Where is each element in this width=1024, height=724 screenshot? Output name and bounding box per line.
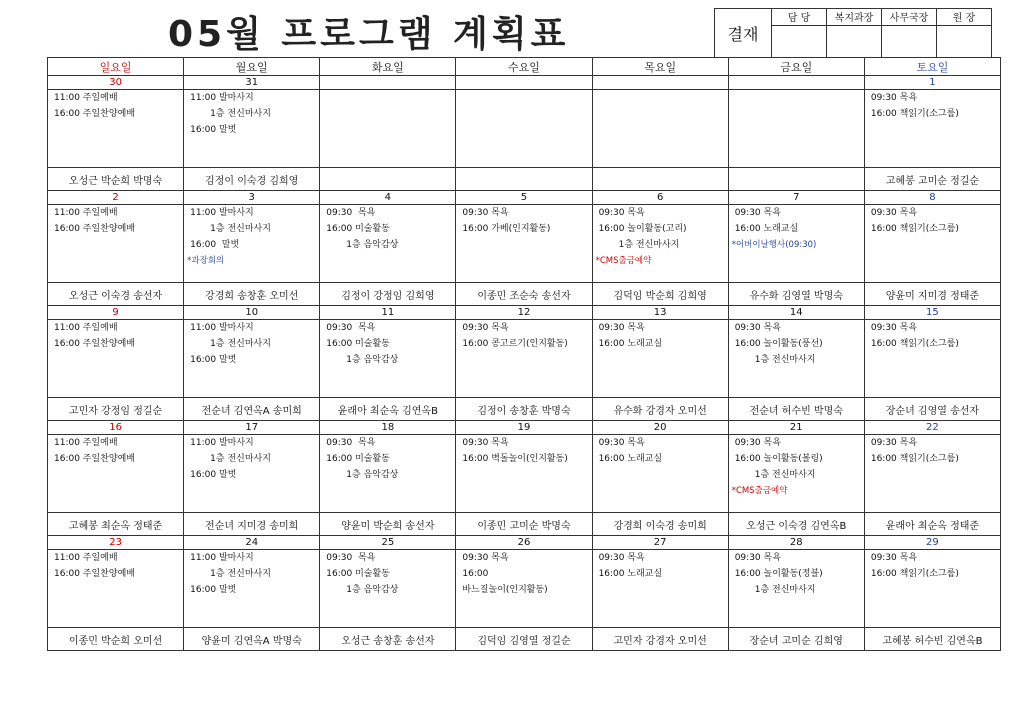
activity-line: 09:30 목욕 (462, 438, 509, 448)
staff-cell: 윤래아 최순옥 정태준 (864, 513, 1000, 536)
staff-cell: 양윤미 지미경 정태준 (864, 283, 1000, 306)
activity-line: 09:30 목욕 (598, 208, 645, 218)
activity-line: 16:00 미술활동 (326, 224, 390, 234)
activity-cell[interactable] (184, 205, 320, 283)
activity-line: 16:00 미술활동 (326, 569, 390, 579)
staff-cell: 전순녀 지미경 송미희 (184, 513, 320, 536)
program-calendar (47, 57, 1001, 651)
activity-line: 16:00 노래교실 (598, 569, 663, 579)
approval-label: 결재 (715, 9, 772, 58)
activity-line: 11:00 발마사지 (190, 438, 254, 448)
date-cell: 30 (48, 76, 184, 90)
activity-cell[interactable] (184, 90, 320, 168)
date-cell: 29 (864, 536, 1000, 550)
date-cell (320, 76, 456, 90)
activity-line: 11:00 주일예배 (54, 323, 118, 333)
date-cell: 8 (864, 191, 1000, 205)
activity-line: 16:00 콩고르기(인지활동) (462, 339, 568, 349)
date-cell: 28 (728, 536, 864, 550)
activity-line: 16:00 주일찬양예배 (54, 339, 135, 349)
date-cell: 18 (320, 421, 456, 435)
date-cell: 26 (456, 536, 592, 550)
date-cell: 21 (728, 421, 864, 435)
activity-cell[interactable] (864, 90, 1000, 168)
approval-header: 담 당 (772, 9, 827, 26)
activity-line: 16:00 책읽기(소그룹) (870, 224, 959, 234)
activity-line: 11:00 발마사지 (190, 323, 254, 333)
activity-line: 16:00 말벗 (190, 470, 237, 480)
approval-box (714, 8, 992, 58)
activity-cell[interactable] (48, 435, 184, 513)
staff-cell: 양윤미 김연옥A 박명숙 (184, 628, 320, 651)
activity-line: 1층 전신마사지 (734, 585, 816, 595)
staff-cell: 윤래아 최순옥 김연옥B (320, 398, 456, 421)
activity-line: 1층 전신마사지 (598, 240, 680, 250)
date-cell: 27 (592, 536, 728, 550)
activity-cell[interactable] (320, 550, 456, 628)
activity-row (48, 205, 1001, 283)
date-cell: 11 (320, 306, 456, 320)
activity-line: 16:00 주일찬양예배 (54, 454, 135, 464)
date-cell: 16 (48, 421, 184, 435)
date-cell: 3 (184, 191, 320, 205)
staff-cell: 김덕임 박순희 김희영 (592, 283, 728, 306)
activity-cell[interactable] (728, 320, 864, 398)
date-cell: 31 (184, 76, 320, 90)
activity-cell[interactable] (320, 435, 456, 513)
weekday-header: 토요일 (864, 58, 1000, 76)
date-cell: 9 (48, 306, 184, 320)
activity-cell[interactable] (184, 320, 320, 398)
activity-line: 16:00 노래교실 (734, 224, 799, 234)
approval-sign-slot[interactable] (937, 25, 992, 57)
activity-line: 16:00 말벗 (190, 585, 237, 595)
activity-cell[interactable] (48, 550, 184, 628)
activity-line: 1층 전신마사지 (734, 470, 816, 480)
activity-cell[interactable] (320, 205, 456, 283)
activity-cell[interactable] (728, 90, 864, 168)
approval-header: 사무국장 (882, 9, 937, 26)
activity-line: 16:00 가베(인지활동) (462, 224, 551, 234)
staff-cell: 이종민 박순희 오미선 (48, 628, 184, 651)
activity-cell[interactable] (864, 550, 1000, 628)
activity-line: 09:30 목욕 (598, 323, 645, 333)
activity-line: 09:30 목욕 (734, 208, 781, 218)
activity-line: 1층 전신마사지 (190, 454, 271, 464)
activity-line: 09:30 목욕 (326, 438, 376, 448)
staff-cell: 오성근 이숙경 김연옥B (728, 513, 864, 536)
weekday-header: 목요일 (592, 58, 728, 76)
activity-cell[interactable] (456, 90, 592, 168)
activity-line: 16:00 미술활동 (326, 339, 390, 349)
date-cell: 20 (592, 421, 728, 435)
activity-cell[interactable] (456, 205, 592, 283)
date-cell (592, 76, 728, 90)
activity-line: 16:00 주일찬양예배 (54, 569, 135, 579)
activity-line: 1층 전신마사지 (734, 355, 816, 365)
weekday-header: 화요일 (320, 58, 456, 76)
activity-cell[interactable] (728, 435, 864, 513)
date-cell (456, 76, 592, 90)
schedule-note: *CMS출금예약 (731, 486, 788, 496)
activity-line: 09:30 목욕 (870, 553, 918, 563)
staff-cell: 유수화 김영열 박명숙 (728, 283, 864, 306)
activity-line: 11:00 주일예배 (54, 208, 118, 218)
activity-line: 09:30 목욕 (734, 323, 781, 333)
activity-line: 16:00 노래교실 (598, 454, 663, 464)
activity-line: 16:00 놀이활동(정블) (734, 569, 823, 579)
date-cell: 4 (320, 191, 456, 205)
date-cell: 6 (592, 191, 728, 205)
staff-cell: 이종민 고미순 박명숙 (456, 513, 592, 536)
activity-cell[interactable] (592, 90, 728, 168)
page-title: 05월 프로그램 계획표 (168, 14, 570, 55)
staff-cell: 강경희 송창훈 오미선 (184, 283, 320, 306)
schedule-note: *과장회의 (187, 256, 225, 266)
staff-cell: 고혜봉 최순옥 정태준 (48, 513, 184, 536)
date-cell: 10 (184, 306, 320, 320)
staff-cell: 고혜봉 고미순 정길순 (864, 168, 1000, 191)
schedule-note: *어버이날행사(09:30) (731, 240, 817, 250)
activity-line: 1층 전신마사지 (190, 224, 271, 234)
activity-line: 16:00 놀이활동(고리) (598, 224, 687, 234)
date-cell: 24 (184, 536, 320, 550)
activity-cell[interactable] (320, 90, 456, 168)
staff-cell: 전순녀 김연옥A 송미희 (184, 398, 320, 421)
date-row (48, 536, 1001, 550)
approval-sign-slot[interactable] (827, 25, 882, 57)
activity-line: 16:00 책읽기(소그룹) (870, 454, 959, 464)
staff-cell: 유수화 강경자 오미선 (592, 398, 728, 421)
activity-line: 16:00 미술활동 (326, 454, 390, 464)
approval-sign-slot[interactable] (772, 25, 827, 57)
staff-cell: 김덕임 김영열 정길순 (456, 628, 592, 651)
activity-line: 09:30 목욕 (462, 208, 509, 218)
activity-line: 16:00 책읽기(소그룹) (870, 339, 959, 349)
activity-row (48, 550, 1001, 628)
activity-line: 1층 음악감상 (326, 240, 399, 250)
activity-cell[interactable] (592, 205, 728, 283)
activity-line: 09:30 목욕 (734, 553, 781, 563)
activity-row (48, 435, 1001, 513)
activity-cell[interactable] (456, 435, 592, 513)
date-row (48, 191, 1001, 205)
staff-cell: 고민자 강경자 오미선 (592, 628, 728, 651)
activity-line: 1층 전신마사지 (190, 569, 271, 579)
activity-line: 09:30 목욕 (326, 553, 376, 563)
activity-line: 09:30 목욕 (734, 438, 781, 448)
date-cell: 7 (728, 191, 864, 205)
activity-line: 1층 전신마사지 (190, 109, 271, 119)
activity-line: 1층 음악감상 (326, 470, 399, 480)
staff-cell (320, 168, 456, 191)
activity-cell[interactable] (592, 550, 728, 628)
activity-line: 16:00 책읽기(소그룹) (870, 109, 959, 119)
activity-line: 1층 음악감상 (326, 585, 399, 595)
approval-sign-slot[interactable] (882, 25, 937, 57)
date-cell (728, 76, 864, 90)
activity-line: 09:30 목욕 (598, 553, 645, 563)
staff-row (48, 398, 1001, 421)
date-cell: 22 (864, 421, 1000, 435)
staff-cell: 김정이 강정임 김희영 (320, 283, 456, 306)
weekday-header: 월요일 (184, 58, 320, 76)
date-row (48, 76, 1001, 90)
staff-row (48, 628, 1001, 651)
weekday-header-row (48, 58, 1001, 76)
activity-line: 11:00 발마사지 (190, 93, 254, 103)
date-cell: 15 (864, 306, 1000, 320)
staff-cell: 양윤미 박순희 송선자 (320, 513, 456, 536)
activity-line: 16:00 벽돌놀이(인지활동) (462, 454, 568, 464)
activity-line: 11:00 주일예배 (54, 553, 118, 563)
staff-cell: 장순녀 김영열 송선자 (864, 398, 1000, 421)
schedule-note: *CMS출금예약 (595, 256, 652, 266)
staff-cell: 장순녀 고미순 김희영 (728, 628, 864, 651)
staff-cell: 오성근 이숙경 송선자 (48, 283, 184, 306)
activity-cell[interactable] (48, 205, 184, 283)
staff-cell: 고혜봉 허수빈 김연옥B (864, 628, 1000, 651)
staff-cell: 김정이 이숙경 김희영 (184, 168, 320, 191)
staff-cell: 고민자 강정임 정길순 (48, 398, 184, 421)
activity-line: 09:30 목욕 (326, 208, 376, 218)
activity-line: 09:30 목욕 (870, 208, 918, 218)
activity-cell[interactable] (728, 550, 864, 628)
activity-cell[interactable] (728, 205, 864, 283)
activity-line: 09:30 목욕 (870, 93, 918, 103)
date-cell: 1 (864, 76, 1000, 90)
activity-line: 16:00 노래교실 (598, 339, 663, 349)
staff-row (48, 513, 1001, 536)
activity-line: 09:30 목욕 (870, 323, 918, 333)
activity-line: 09:30 목욕 (870, 438, 918, 448)
date-cell: 17 (184, 421, 320, 435)
date-cell: 5 (456, 191, 592, 205)
activity-cell[interactable] (592, 435, 728, 513)
staff-cell: 김정이 송창훈 박명숙 (456, 398, 592, 421)
activity-cell[interactable] (592, 320, 728, 398)
activity-cell[interactable] (864, 320, 1000, 398)
activity-row (48, 320, 1001, 398)
activity-line: 16:00 주일찬양예배 (54, 224, 135, 234)
activity-line: 16:00 놀이활동(풍선) (734, 339, 823, 349)
weekday-header: 일요일 (48, 58, 184, 76)
date-cell: 14 (728, 306, 864, 320)
activity-cell[interactable] (184, 550, 320, 628)
activity-line: 11:00 발마사지 (190, 208, 254, 218)
activity-line: 16:00 말벗 (190, 355, 237, 365)
activity-line: 1층 음악감상 (326, 355, 399, 365)
staff-row (48, 283, 1001, 306)
activity-cell[interactable] (184, 435, 320, 513)
weekday-header: 수요일 (456, 58, 592, 76)
staff-cell (728, 168, 864, 191)
activity-cell[interactable] (48, 90, 184, 168)
date-cell: 13 (592, 306, 728, 320)
activity-line: 16:00 말벗 (190, 125, 237, 135)
activity-cell[interactable] (48, 320, 184, 398)
activity-cell[interactable] (456, 320, 592, 398)
staff-cell: 이종민 조순숙 송선자 (456, 283, 592, 306)
activity-line: 16:00 말벗 (190, 240, 240, 250)
staff-cell: 전순녀 허수빈 박명숙 (728, 398, 864, 421)
activity-line: 11:00 주일예배 (54, 93, 118, 103)
approval-header: 복지과장 (827, 9, 882, 26)
approval-header: 원 장 (937, 9, 992, 26)
date-cell: 12 (456, 306, 592, 320)
activity-line: 09:30 목욕 (462, 323, 509, 333)
date-cell: 19 (456, 421, 592, 435)
activity-line: 16:00 주일찬양예배 (54, 109, 135, 119)
staff-cell: 오성근 송창훈 송선자 (320, 628, 456, 651)
activity-line: 1층 전신마사지 (190, 339, 271, 349)
activity-line: 16:00 책읽기(소그룹) (870, 569, 959, 579)
date-cell: 23 (48, 536, 184, 550)
staff-cell (456, 168, 592, 191)
date-row (48, 306, 1001, 320)
date-row (48, 421, 1001, 435)
activity-line: 16:00 (462, 569, 489, 579)
activity-line: 09:30 목욕 (462, 553, 509, 563)
staff-cell: 강경희 이숙경 송미희 (592, 513, 728, 536)
staff-row (48, 168, 1001, 191)
staff-cell: 오성근 박순희 박명숙 (48, 168, 184, 191)
activity-line: 바느질놀이(인지활동) (462, 585, 548, 595)
date-cell: 25 (320, 536, 456, 550)
activity-cell[interactable] (864, 435, 1000, 513)
activity-cell[interactable] (864, 205, 1000, 283)
activity-line: 11:00 주일예배 (54, 438, 118, 448)
activity-row (48, 90, 1001, 168)
activity-line: 09:30 목욕 (326, 323, 376, 333)
activity-line: 11:00 발마사지 (190, 553, 254, 563)
date-cell: 2 (48, 191, 184, 205)
staff-cell (592, 168, 728, 191)
weekday-header: 금요일 (728, 58, 864, 76)
activity-cell[interactable] (320, 320, 456, 398)
activity-cell[interactable] (456, 550, 592, 628)
activity-line: 16:00 놀이활동(볼링) (734, 454, 823, 464)
activity-line: 09:30 목욕 (598, 438, 645, 448)
